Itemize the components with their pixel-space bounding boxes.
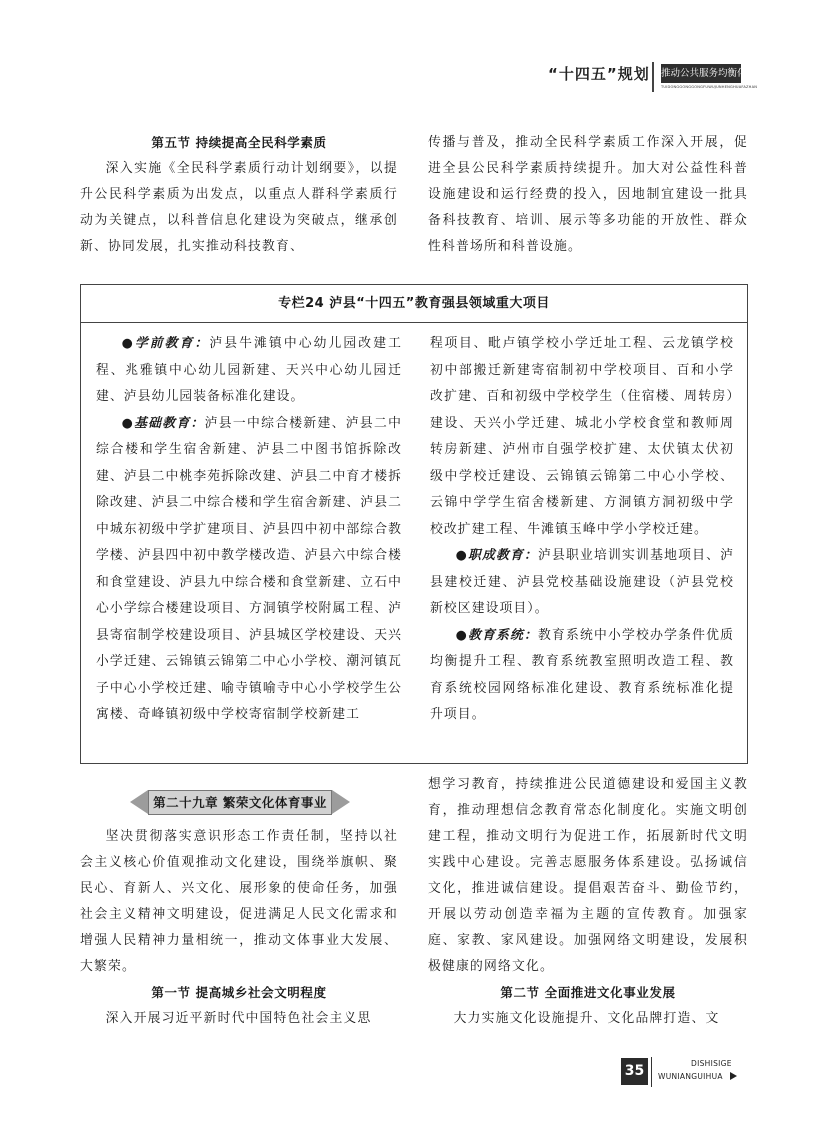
box-item-preschool [96, 331, 402, 411]
body-paragraph: 坚决贯彻落实意识形态工作责任制，坚持以社会主义核心价值观推动文化建设，围绕举旗帜、聚民心、育新人、兴文化、展形象的使命任务，加强社会主义精神文明建设，促进满足人民文化需求和增强人民精神力量相统一，推动文体事业大发展、大繁荣。 [80, 829, 398, 974]
section-title-2: 第二节 全面推进文化事业发展 [500, 985, 676, 1000]
box-title: 专栏24 泸县“十四五”教育强县领域重大项目 [81, 285, 747, 323]
box-right-column [430, 331, 734, 729]
body-paragraph: 深入开展习近平新时代中国特色社会主义思 [105, 1011, 372, 1026]
running-header-badge: 推动公共服务均衡化发展 [661, 64, 741, 83]
chapter-banner [130, 790, 350, 815]
item-label: ●学前教育： [121, 336, 210, 351]
box-item-education-system [430, 623, 734, 729]
body-paragraph: 大力实施文化设施提升、文化品牌打造、文 [453, 1011, 720, 1026]
chapter-left-arrow-icon [130, 790, 148, 814]
footer-line-1: DISHISIGE [691, 1059, 732, 1068]
item-label: ●基础教育： [121, 415, 205, 431]
item-text: 教育系统中小学校办学条件优质均衡提升工程、教育系统教室照明改造工程、教育系统校园网络标准化建设、教育系统标准化提升项目。 [430, 627, 734, 722]
item-label: ●职成教育： [455, 548, 539, 563]
box-item-basic-education-cont [430, 331, 734, 543]
bottom-right-column [428, 772, 748, 1032]
body-paragraph: 深入实施《全民科学素质行动计划纲要》，以提升公民科学素质为出发点，以重点人群科学素质行动为关键点，以科普信息化建设为突破点，继承创新、协同发展，扎实推动科技教育、 [80, 161, 398, 254]
item-label: ●教育系统： [455, 627, 539, 643]
footer-divider [651, 1057, 652, 1087]
item-text: 泸县牛滩镇中心幼儿园改建工程、兆雅镇中心幼儿园新建、天兴中心幼儿园迁建、泸县幼儿园装备标准化建设。 [96, 336, 402, 404]
chapter-right-arrow-icon [332, 790, 350, 814]
section-title-5: 第五节 持续提高全民科学素质 [151, 135, 327, 150]
chapter-title: 第二十九章 繁荣文化体育事业 [148, 790, 332, 815]
running-header-pinyin: TUIDONGGONGGONGFUWUJUNHENGHUAFAZHAN [661, 85, 758, 89]
body-paragraph: 传播与普及，推动全民科学素质工作深入开展，促进全县公民科学素质持续提升。加大对公益性科普设施建设和运行经费的投入，因地制宜建设一批具备科技教育、培训、展示等多功能的开放性、群众性科普场所和科普设施。 [428, 135, 748, 254]
bottom-left-column [80, 824, 398, 1032]
box-item-basic-education [96, 411, 402, 729]
box-item-vocational [430, 543, 734, 623]
page-number: 35 [621, 1058, 648, 1085]
top-left-column [80, 130, 398, 260]
item-text: 泸县职业培训实训基地项目、泸县建校迁建、泸县党校基础设施建设（泸县党校新校区建设项目）。 [430, 548, 734, 616]
box-left-column [96, 331, 402, 729]
footer-line-2: WUNIANGUIHUA [658, 1072, 723, 1081]
body-paragraph: 想学习教育，持续推进公民道德建设和爱国主义教育，推动理想信念教育常态化制度化。实施文明创建工程，推动文明行为促进工作，拓展新时代文明实践中心建设。完善志愿服务体系建设。弘扬诚信文化，推进诚信建设。提倡艰苦奋斗、勤俭节约，开展以劳动创造幸福为主题的宣传教育。加强家庭、家教、家风建设。加强网络文明建设，发展积极健康的网络文化。 [428, 777, 748, 974]
triangle-right-icon [730, 1072, 737, 1080]
section-title-1: 第一节 提高城乡社会文明程度 [151, 985, 327, 1000]
top-right-column [428, 130, 748, 260]
running-header-title: “十四五”规划 [548, 65, 650, 83]
header-divider [652, 62, 654, 92]
special-column-box [80, 284, 748, 764]
item-text: 泸县一中综合楼新建、泸县二中综合楼和学生宿舍新建、泸县二中图书馆拆除改建、泸县二中桃李苑拆除改建、泸县二中育才楼拆除改建、泸县二中综合楼和学生宿舍新建、泸县二中城东初级中学扩建项目、泸县四中初中部综合教学楼、泸县四中初中教学楼改造、泸县六中综合楼和食堂建设、泸县九中综合楼和食堂新建、立石中心小学综合楼建设项目、方洞镇学校附属工程、泸县寄宿制学校建设项目、泸县城区学校建设、天兴小学迁建、云锦镇云锦第二中心小学校、潮河镇瓦子中心小学校迁建、喻寺镇喻寺中心小学校学生公寓楼、奇峰镇初级中学校寄宿制学校新建工 [96, 415, 402, 722]
item-text: 程项目、毗卢镇学校小学迁址工程、云龙镇学校初中部搬迁新建寄宿制初中学校项目、百和小学改扩建、百和初级中学校学生（住宿楼、周转房）建设、天兴小学迁建、城北小学校食堂和教师周转房新建、泸州市自强学校扩建、太伏镇太伏初级中学校迁建设、云锦镇云锦第二中心小学校、云锦中学学生宿舍楼新建、方洞镇方洞初级中学校改扩建工程、牛滩镇玉峰中学小学校迁建。 [430, 336, 734, 537]
